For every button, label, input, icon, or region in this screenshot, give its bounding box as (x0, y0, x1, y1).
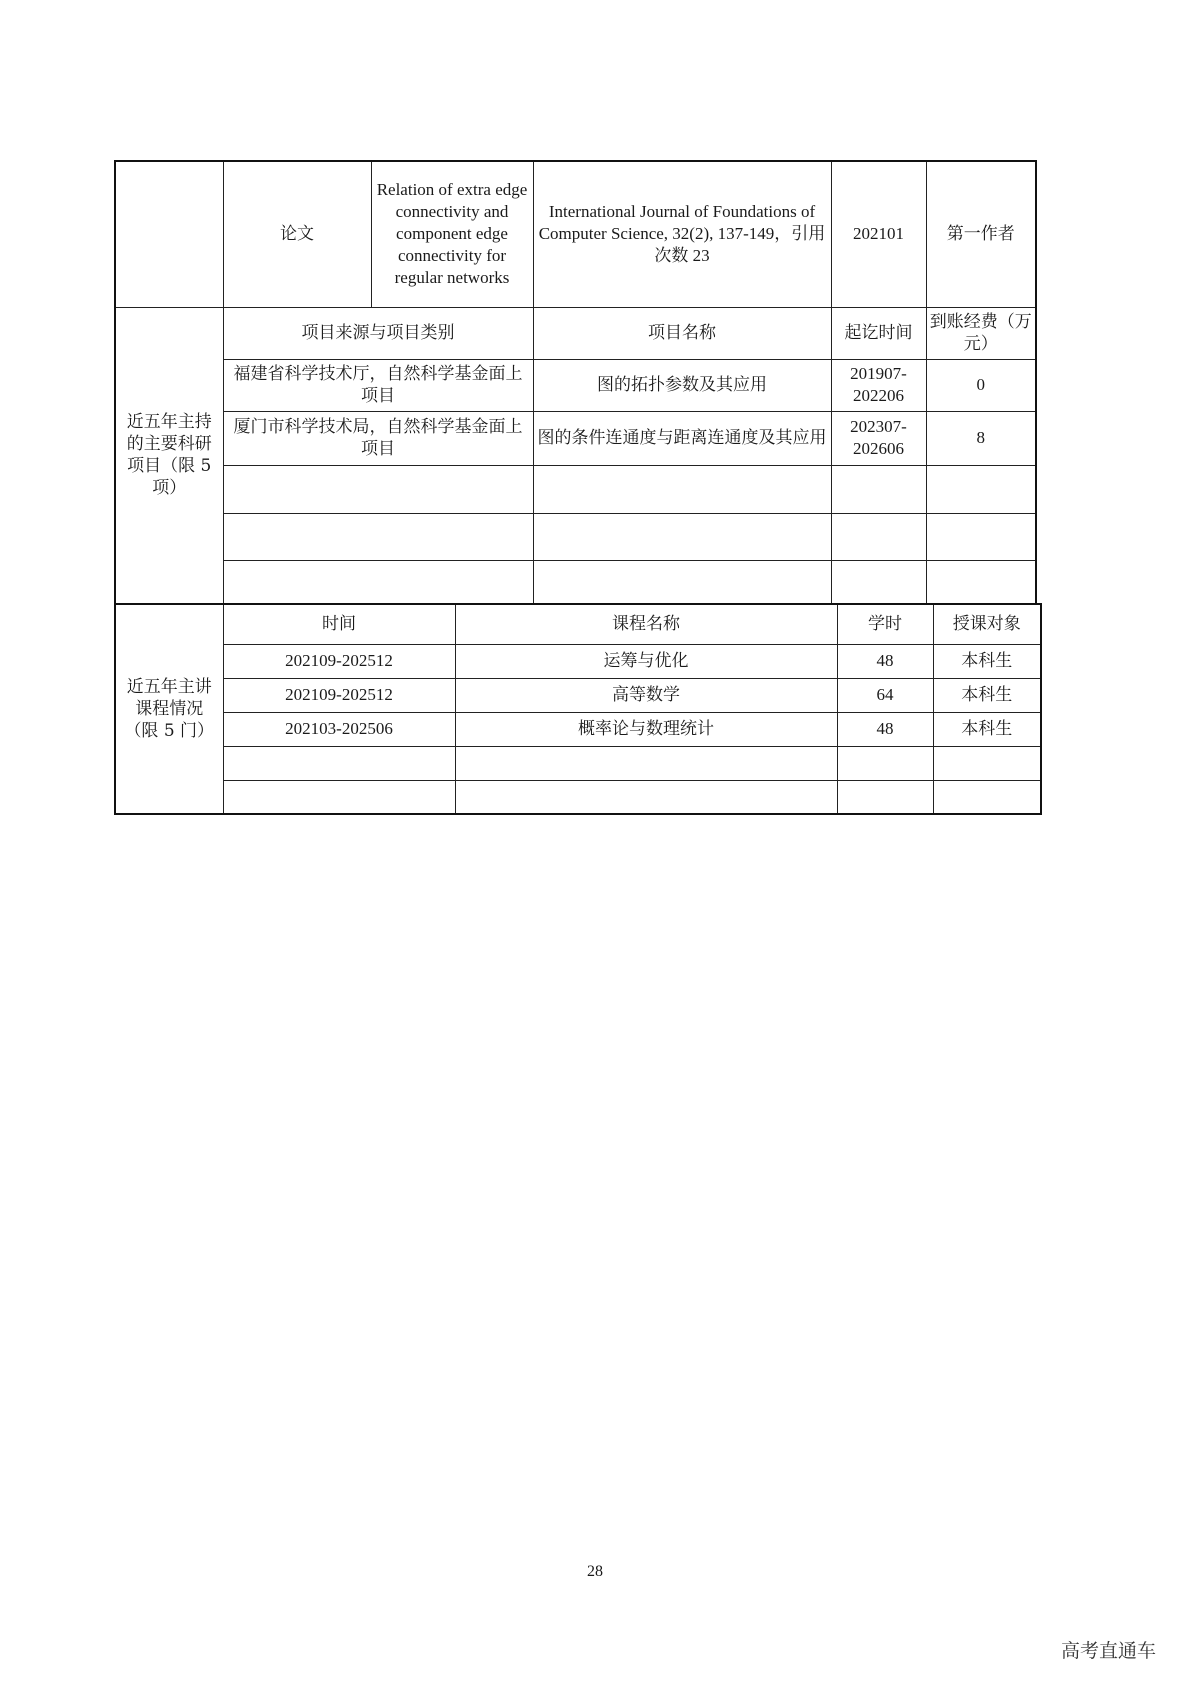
paper-row (115, 161, 1036, 307)
course-time: 202109-202512 (223, 678, 455, 712)
projects-header-name: 项目名称 (533, 307, 831, 359)
project-period: 201907-202206 (831, 359, 926, 411)
projects-header-funding: 到账经费（万元） (926, 307, 1036, 359)
project-funding (926, 513, 1036, 560)
project-funding (926, 465, 1036, 513)
project-source (223, 513, 533, 560)
paper-journal: International Journal of Foundations of Computer Science, 32(2), 137-149，引用次数 23 (533, 161, 831, 307)
course-hours: 64 (837, 678, 933, 712)
courses-header-audience: 授课对象 (933, 604, 1041, 644)
project-row (115, 513, 1036, 560)
paper-role: 第一作者 (926, 161, 1036, 307)
course-row (115, 746, 1041, 780)
paper-type: 论文 (223, 161, 371, 307)
course-hours: 48 (837, 712, 933, 746)
project-source: 福建省科学技术厅，自然科学基金面上项目 (223, 359, 533, 411)
projects-section-label: 近五年主持的主要科研项目（限 5 项） (115, 307, 223, 604)
course-time (223, 780, 455, 814)
course-name: 高等数学 (455, 678, 837, 712)
project-period (831, 513, 926, 560)
project-name: 图的拓扑参数及其应用 (533, 359, 831, 411)
course-audience: 本科生 (933, 644, 1041, 678)
project-source (223, 465, 533, 513)
page-number: 28 (587, 1563, 603, 1580)
project-funding: 0 (926, 359, 1036, 411)
project-period (831, 560, 926, 604)
project-period: 202307-202606 (831, 411, 926, 465)
project-name (533, 513, 831, 560)
courses-header-time: 时间 (223, 604, 455, 644)
project-period (831, 465, 926, 513)
projects-header-source: 项目来源与项目类别 (223, 307, 533, 359)
projects-header-row (115, 307, 1036, 359)
courses-header-name: 课程名称 (455, 604, 837, 644)
paper-date: 202101 (831, 161, 926, 307)
course-audience (933, 746, 1041, 780)
paper-and-projects-table (114, 160, 1037, 605)
project-name (533, 560, 831, 604)
watermark: 高考直通车 (1060, 1640, 1156, 1662)
courses-header-row (115, 604, 1041, 644)
empty-section-cell (115, 161, 223, 307)
course-time (223, 746, 455, 780)
course-audience: 本科生 (933, 712, 1041, 746)
course-audience: 本科生 (933, 678, 1041, 712)
course-name: 概率论与数理统计 (455, 712, 837, 746)
course-row (115, 780, 1041, 814)
project-row (115, 359, 1036, 411)
project-source: 厦门市科学技术局，自然科学基金面上项目 (223, 411, 533, 465)
course-name (455, 746, 837, 780)
course-row (115, 678, 1041, 712)
course-row (115, 712, 1041, 746)
project-source (223, 560, 533, 604)
project-name (533, 465, 831, 513)
project-row (115, 560, 1036, 604)
project-name: 图的条件连通度与距离连通度及其应用 (533, 411, 831, 465)
courses-table (114, 603, 1042, 815)
course-name (455, 780, 837, 814)
course-name: 运筹与优化 (455, 644, 837, 678)
course-hours (837, 746, 933, 780)
projects-header-period: 起讫时间 (831, 307, 926, 359)
course-hours (837, 780, 933, 814)
course-row (115, 644, 1041, 678)
project-row (115, 465, 1036, 513)
project-funding (926, 560, 1036, 604)
course-hours: 48 (837, 644, 933, 678)
courses-section-label: 近五年主讲课程情况（限 5 门） (115, 604, 223, 814)
course-time: 202109-202512 (223, 644, 455, 678)
paper-title: Relation of extra edge connectivity and component edge connectivity for regular networks (371, 161, 533, 307)
project-funding: 8 (926, 411, 1036, 465)
courses-header-hours: 学时 (837, 604, 933, 644)
project-row (115, 411, 1036, 465)
course-time: 202103-202506 (223, 712, 455, 746)
course-audience (933, 780, 1041, 814)
